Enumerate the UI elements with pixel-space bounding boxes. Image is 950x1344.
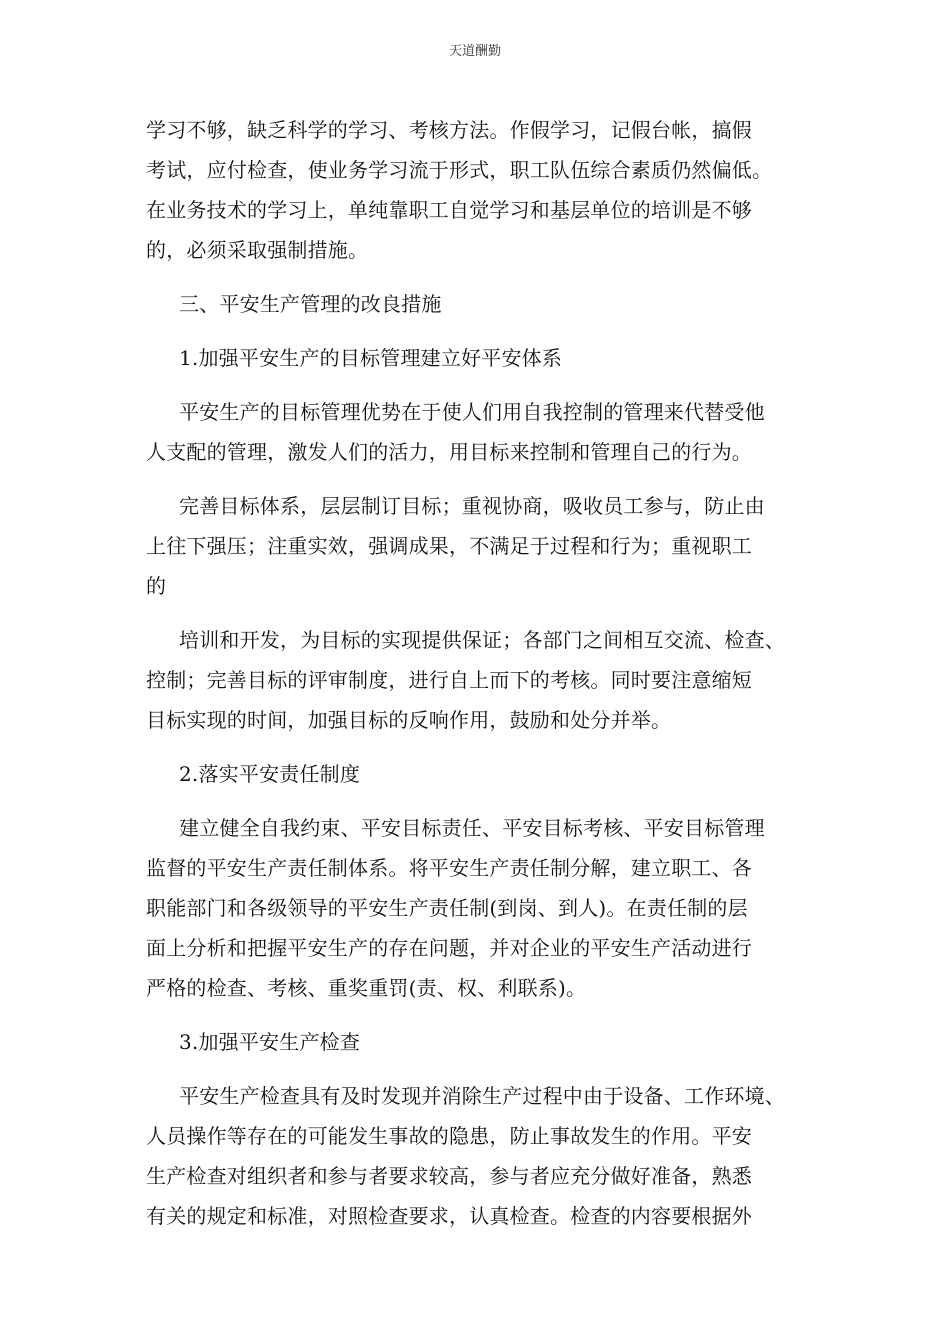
text-line: 上往下强压；注重实效，强调成果，不满足于过程和行为；重视职工	[146, 534, 752, 558]
subsection-heading	[146, 1022, 846, 1062]
document-body	[146, 110, 846, 1236]
text-line: 生产检查对组织者和参与者要求较高，参与者应充分做好准备，熟悉	[146, 1164, 752, 1188]
text-line: 有关的规定和标准，对照检查要求，认真检查。检查的内容要根据外	[146, 1204, 752, 1228]
text-line: 学习不够，缺乏科学的学习、考核方法。作假学习，记假台帐，搞假	[146, 118, 752, 142]
paragraph	[146, 620, 846, 740]
text-line: 1.加强平安生产的目标管理建立好平安体系	[179, 346, 563, 370]
page-header: 天道酬勤	[448, 44, 501, 59]
text-line: 人员操作等存在的可能发生事故的隐患，防止事故发生的作用。平安	[146, 1124, 752, 1148]
text-line: 考试，应付检查，使业务学习流于形式，职工队伍综合素质仍然偏低。	[146, 158, 773, 182]
text-line: 人支配的管理，激发人们的活力，用目标来控制和管理自己的行为。	[146, 440, 752, 464]
text-line: 的	[146, 574, 167, 598]
subsection-heading	[146, 338, 846, 378]
text-line: 面上分析和把握平安生产的存在问题，并对企业的平安生产活动进行	[146, 936, 752, 960]
paragraph	[146, 1076, 846, 1236]
text-line: 监督的平安生产责任制体系。将平安生产责任制分解，建立职工、各	[146, 856, 752, 880]
text-line: 在业务技术的学习上，单纯靠职工自觉学习和基层单位的培训是不够	[146, 198, 752, 222]
paragraph	[146, 110, 846, 270]
text-line: 职能部门和各级领导的平安生产责任制(到岗、到人)。在责任制的层	[146, 896, 748, 920]
text-line: 控制；完善目标的评审制度，进行自上而下的考核。同时要注意缩短	[146, 668, 752, 692]
text-line: 的，必须采取强制措施。	[146, 238, 369, 262]
paragraph	[146, 808, 846, 1008]
text-line: 2.落实平安责任制度	[179, 762, 361, 786]
text-line: 完善目标体系，层层制订目标；重视协商，吸收员工参与，防止由	[179, 494, 765, 518]
text-line: 建立健全自我约束、平安目标责任、平安目标考核、平安目标管理	[179, 816, 765, 840]
subsection-heading	[146, 754, 846, 794]
text-line: 平安生产检查具有及时发现并消除生产过程中由于设备、工作环境、	[179, 1084, 785, 1108]
text-line: 目标实现的时间，加强目标的反响作用，鼓励和处分并举。	[146, 708, 672, 732]
text-line: 培训和开发，为目标的实现提供保证；各部门之间相互交流、检查、	[179, 628, 785, 652]
section-heading	[146, 284, 846, 324]
text-line: 3.加强平安生产检查	[179, 1030, 361, 1054]
paragraph	[146, 486, 846, 606]
text-line: 严格的检查、考核、重奖重罚(责、权、利联系)。	[146, 976, 587, 1000]
paragraph	[146, 392, 846, 472]
text-line: 三、平安生产管理的改良措施	[179, 292, 442, 316]
text-line: 平安生产的目标管理优势在于使人们用自我控制的管理来代替受他	[179, 400, 765, 424]
